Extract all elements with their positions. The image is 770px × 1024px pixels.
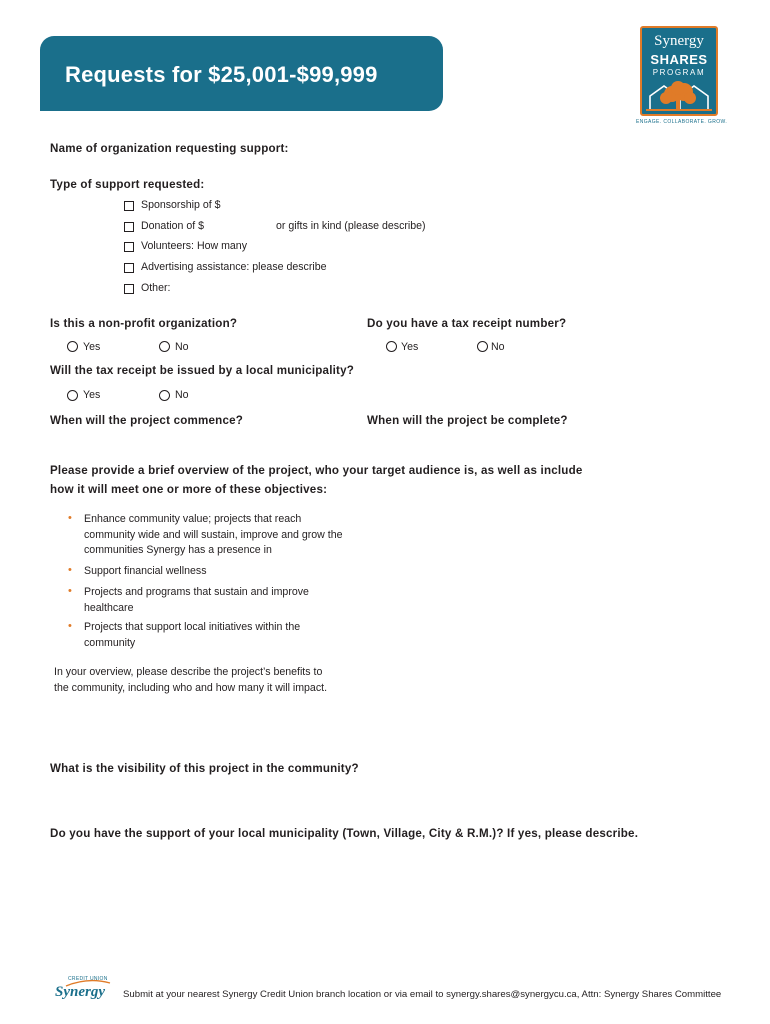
nonprofit-yes-label: Yes	[83, 341, 101, 353]
volunteers-label: Volunteers: How many	[141, 240, 247, 252]
bullet-icon: •	[68, 585, 72, 597]
logo-shares-text: SHARES	[650, 52, 708, 67]
bullet-icon: •	[68, 512, 72, 524]
bullet-icon: •	[68, 564, 72, 576]
objective-item: Support financial wellness	[84, 565, 207, 577]
objective-item: Projects that support local initiatives within the community	[84, 621, 301, 649]
nonprofit-no-radio[interactable]	[159, 341, 170, 352]
org-name-label: Name of organization requesting support:	[50, 142, 289, 155]
tax-receipt-yes-label: Yes	[401, 341, 419, 353]
logo-program-text: PROGRAM	[652, 68, 706, 77]
volunteers-checkbox[interactable]	[124, 242, 134, 252]
objective-item: Projects and programs that sustain and improve healthcare	[84, 586, 309, 614]
tax-receipt-label: Do you have a tax receipt number?	[367, 317, 567, 330]
footer-logo	[54, 976, 114, 1006]
nonprofit-no-label: No	[175, 341, 189, 353]
overview-label-line1: Please provide a brief overview of the project, who your target audience is, as well as include	[50, 464, 583, 477]
sponsorship-label: Sponsorship of $	[141, 199, 221, 211]
municipal-yes-radio[interactable]	[67, 390, 78, 401]
advertising-label: Advertising assistance: please describe	[141, 261, 327, 273]
objective-item: Enhance community value; projects that reach community wide and will sustain, improve and grow the communities Synergy has a presence in	[84, 513, 343, 556]
other-checkbox[interactable]	[124, 284, 134, 294]
bullet-icon: •	[68, 620, 72, 632]
footer-logo-small: CREDIT UNION	[68, 976, 108, 982]
advertising-checkbox[interactable]	[124, 263, 134, 273]
synergy-shares-logo	[640, 26, 718, 116]
tax-receipt-no-label: No	[491, 341, 505, 353]
municipal-no-radio[interactable]	[159, 390, 170, 401]
municipal-support-label: Do you have the support of your local municipality (Town, Village, City & R.M.)? If yes, please describe.	[50, 827, 639, 840]
logo-tagline: ENGAGE. COLLABORATE. GROW.	[636, 119, 728, 125]
visibility-label: What is the visibility of this project in the community?	[50, 762, 359, 775]
tax-receipt-no-radio[interactable]	[477, 341, 488, 352]
overview-note: In your overview, please describe the project’s benefits to the community, including who and how many it will impact.	[54, 666, 328, 694]
complete-label: When will the project be complete?	[367, 414, 568, 427]
commence-label: When will the project commence?	[50, 414, 244, 427]
donation-label: Donation of $	[141, 220, 205, 232]
donation-suffix-label: or gifts in kind (please describe)	[276, 220, 426, 232]
municipal-no-label: No	[175, 389, 189, 401]
nonprofit-yes-radio[interactable]	[67, 341, 78, 352]
page-title: Requests for $25,001-$99,999	[65, 62, 378, 87]
municipal-yes-label: Yes	[83, 389, 101, 401]
other-label: Other:	[141, 282, 171, 294]
footer-logo-word: Synergy	[55, 984, 105, 1000]
nonprofit-label: Is this a non-profit organization?	[50, 317, 238, 330]
donation-checkbox[interactable]	[124, 222, 134, 232]
tax-receipt-yes-radio[interactable]	[386, 341, 397, 352]
overview-label-line2: how it will meet one or more of these objectives:	[50, 483, 328, 496]
house-tree-icon	[642, 80, 716, 114]
support-type-label: Type of support requested:	[50, 178, 205, 191]
footer-submit-text: Submit at your nearest Synergy Credit Union branch location or via email to synergy.shares@synergycu.ca, Attn: Synergy Shares Committee	[123, 989, 722, 1000]
sponsorship-checkbox[interactable]	[124, 201, 134, 211]
municipal-receipt-label: Will the tax receipt be issued by a local municipality?	[50, 364, 355, 377]
logo-synergy-text: Synergy	[654, 33, 704, 49]
